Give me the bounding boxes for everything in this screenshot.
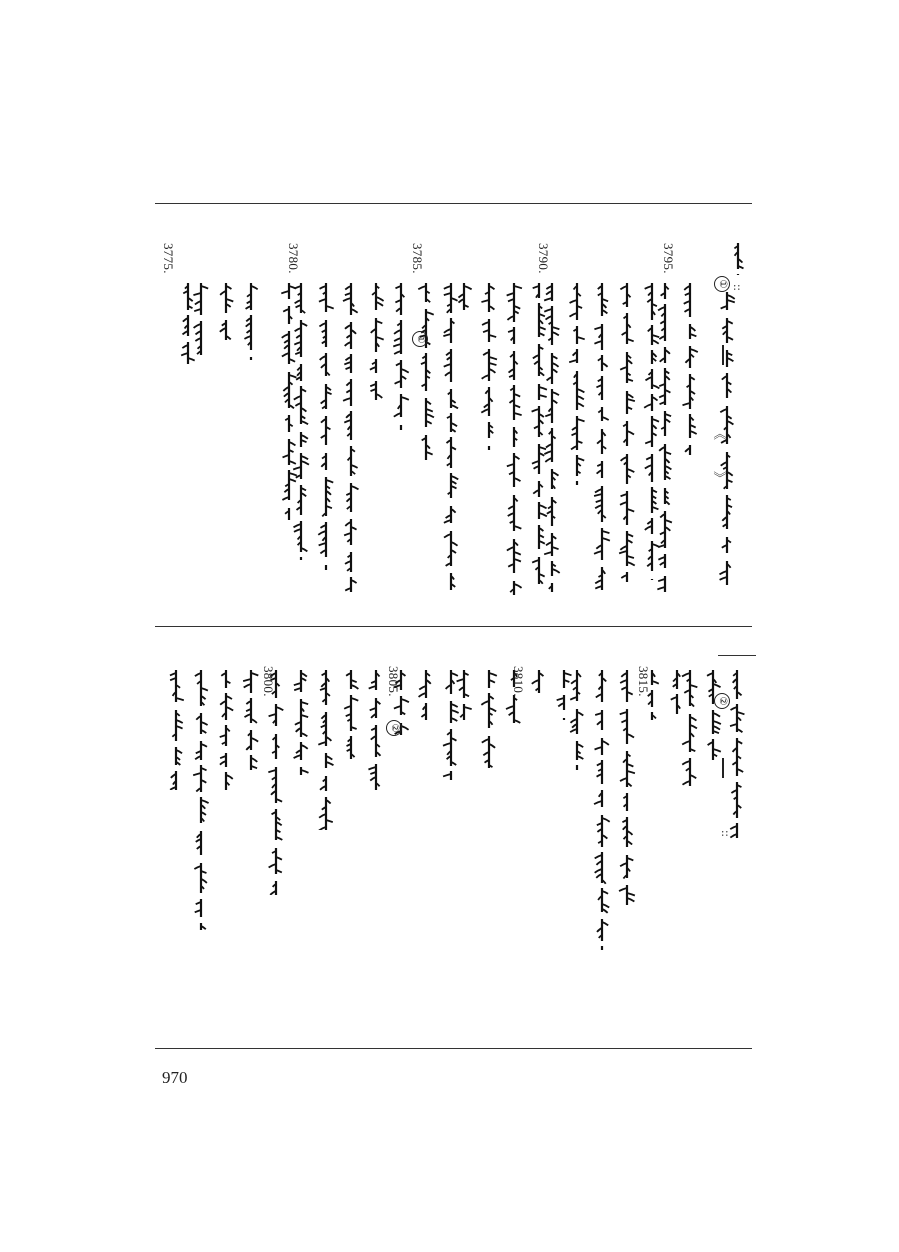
line-number-3790: 3790. (536, 243, 551, 274)
line-number-3800: 3800. (261, 666, 276, 697)
line-number-3775: 3775. (161, 243, 176, 274)
mongolian-text-line (340, 670, 360, 760)
mongolian-text-line (591, 283, 611, 590)
colon-mark: :: (718, 830, 733, 837)
footnote-rule (718, 655, 756, 656)
page-number: 970 (162, 1068, 188, 1087)
colon-mark: :: (730, 284, 745, 291)
mongolian-text-line (440, 670, 460, 780)
mongolian-text-line (591, 670, 611, 950)
mongolian-text-line (278, 283, 298, 520)
mongolian-text-line (666, 670, 686, 720)
mongolian-text-line (240, 283, 260, 360)
mongolian-text-line (177, 283, 197, 370)
mongolian-text-line (702, 670, 722, 760)
mongolian-text-line (190, 670, 210, 930)
mongolian-text-line (265, 670, 285, 895)
line-number-3805: 3805. (386, 666, 401, 697)
line-number-3785: 3785. (410, 243, 425, 274)
mongolian-text-line (290, 670, 310, 775)
mongolian-text-line (478, 283, 498, 450)
mongolian-text-line (726, 670, 746, 840)
mongolian-text-line (365, 283, 385, 400)
mongolian-text-line (340, 283, 360, 592)
line-number-3810: 3810. (511, 666, 526, 697)
mongolian-text-line (415, 670, 435, 720)
mongolian-text-line (440, 283, 460, 590)
mongolian-text-line (315, 283, 335, 570)
mongolian-text-line (390, 283, 410, 430)
top-rule (155, 203, 752, 204)
open-bracket: 《 (712, 426, 728, 441)
mongolian-text-line (415, 283, 435, 460)
mongolian-text-line (240, 670, 260, 770)
line-number-3780: 3780. (286, 243, 301, 274)
footnote-marker-2: ② (714, 693, 730, 709)
mongolian-text-line (503, 283, 523, 595)
line-number-3795: 3795. (661, 243, 676, 274)
mongolian-text-line (315, 670, 335, 830)
mongolian-text-line (365, 670, 385, 790)
mongolian-text-line (478, 670, 498, 770)
mongolian-text-line (528, 283, 548, 590)
mongolian-text-line (215, 670, 235, 790)
mongolian-text-line (215, 283, 235, 340)
mongolian-text-line (727, 243, 747, 275)
inline-footnote-marker-1: ① (412, 331, 428, 347)
mongolian-text-line (566, 283, 586, 485)
em-dash (722, 758, 724, 778)
mongolian-text-line (553, 670, 573, 720)
mongolian-text-line (679, 283, 699, 455)
close-bracket: 》 (712, 470, 728, 485)
mongolian-text-line (528, 670, 548, 700)
mongolian-text-line (616, 670, 636, 905)
mongolian-text-line (165, 670, 185, 790)
line-number-3815: 3815. (636, 666, 651, 697)
mongolian-text-line (616, 283, 636, 582)
mongolian-text-line (641, 283, 661, 580)
middle-rule (155, 626, 752, 627)
inline-footnote-marker-2: ② (386, 720, 402, 736)
em-dash (722, 345, 724, 365)
footnote-marker-1: ① (714, 276, 730, 292)
bottom-rule (155, 1048, 752, 1049)
